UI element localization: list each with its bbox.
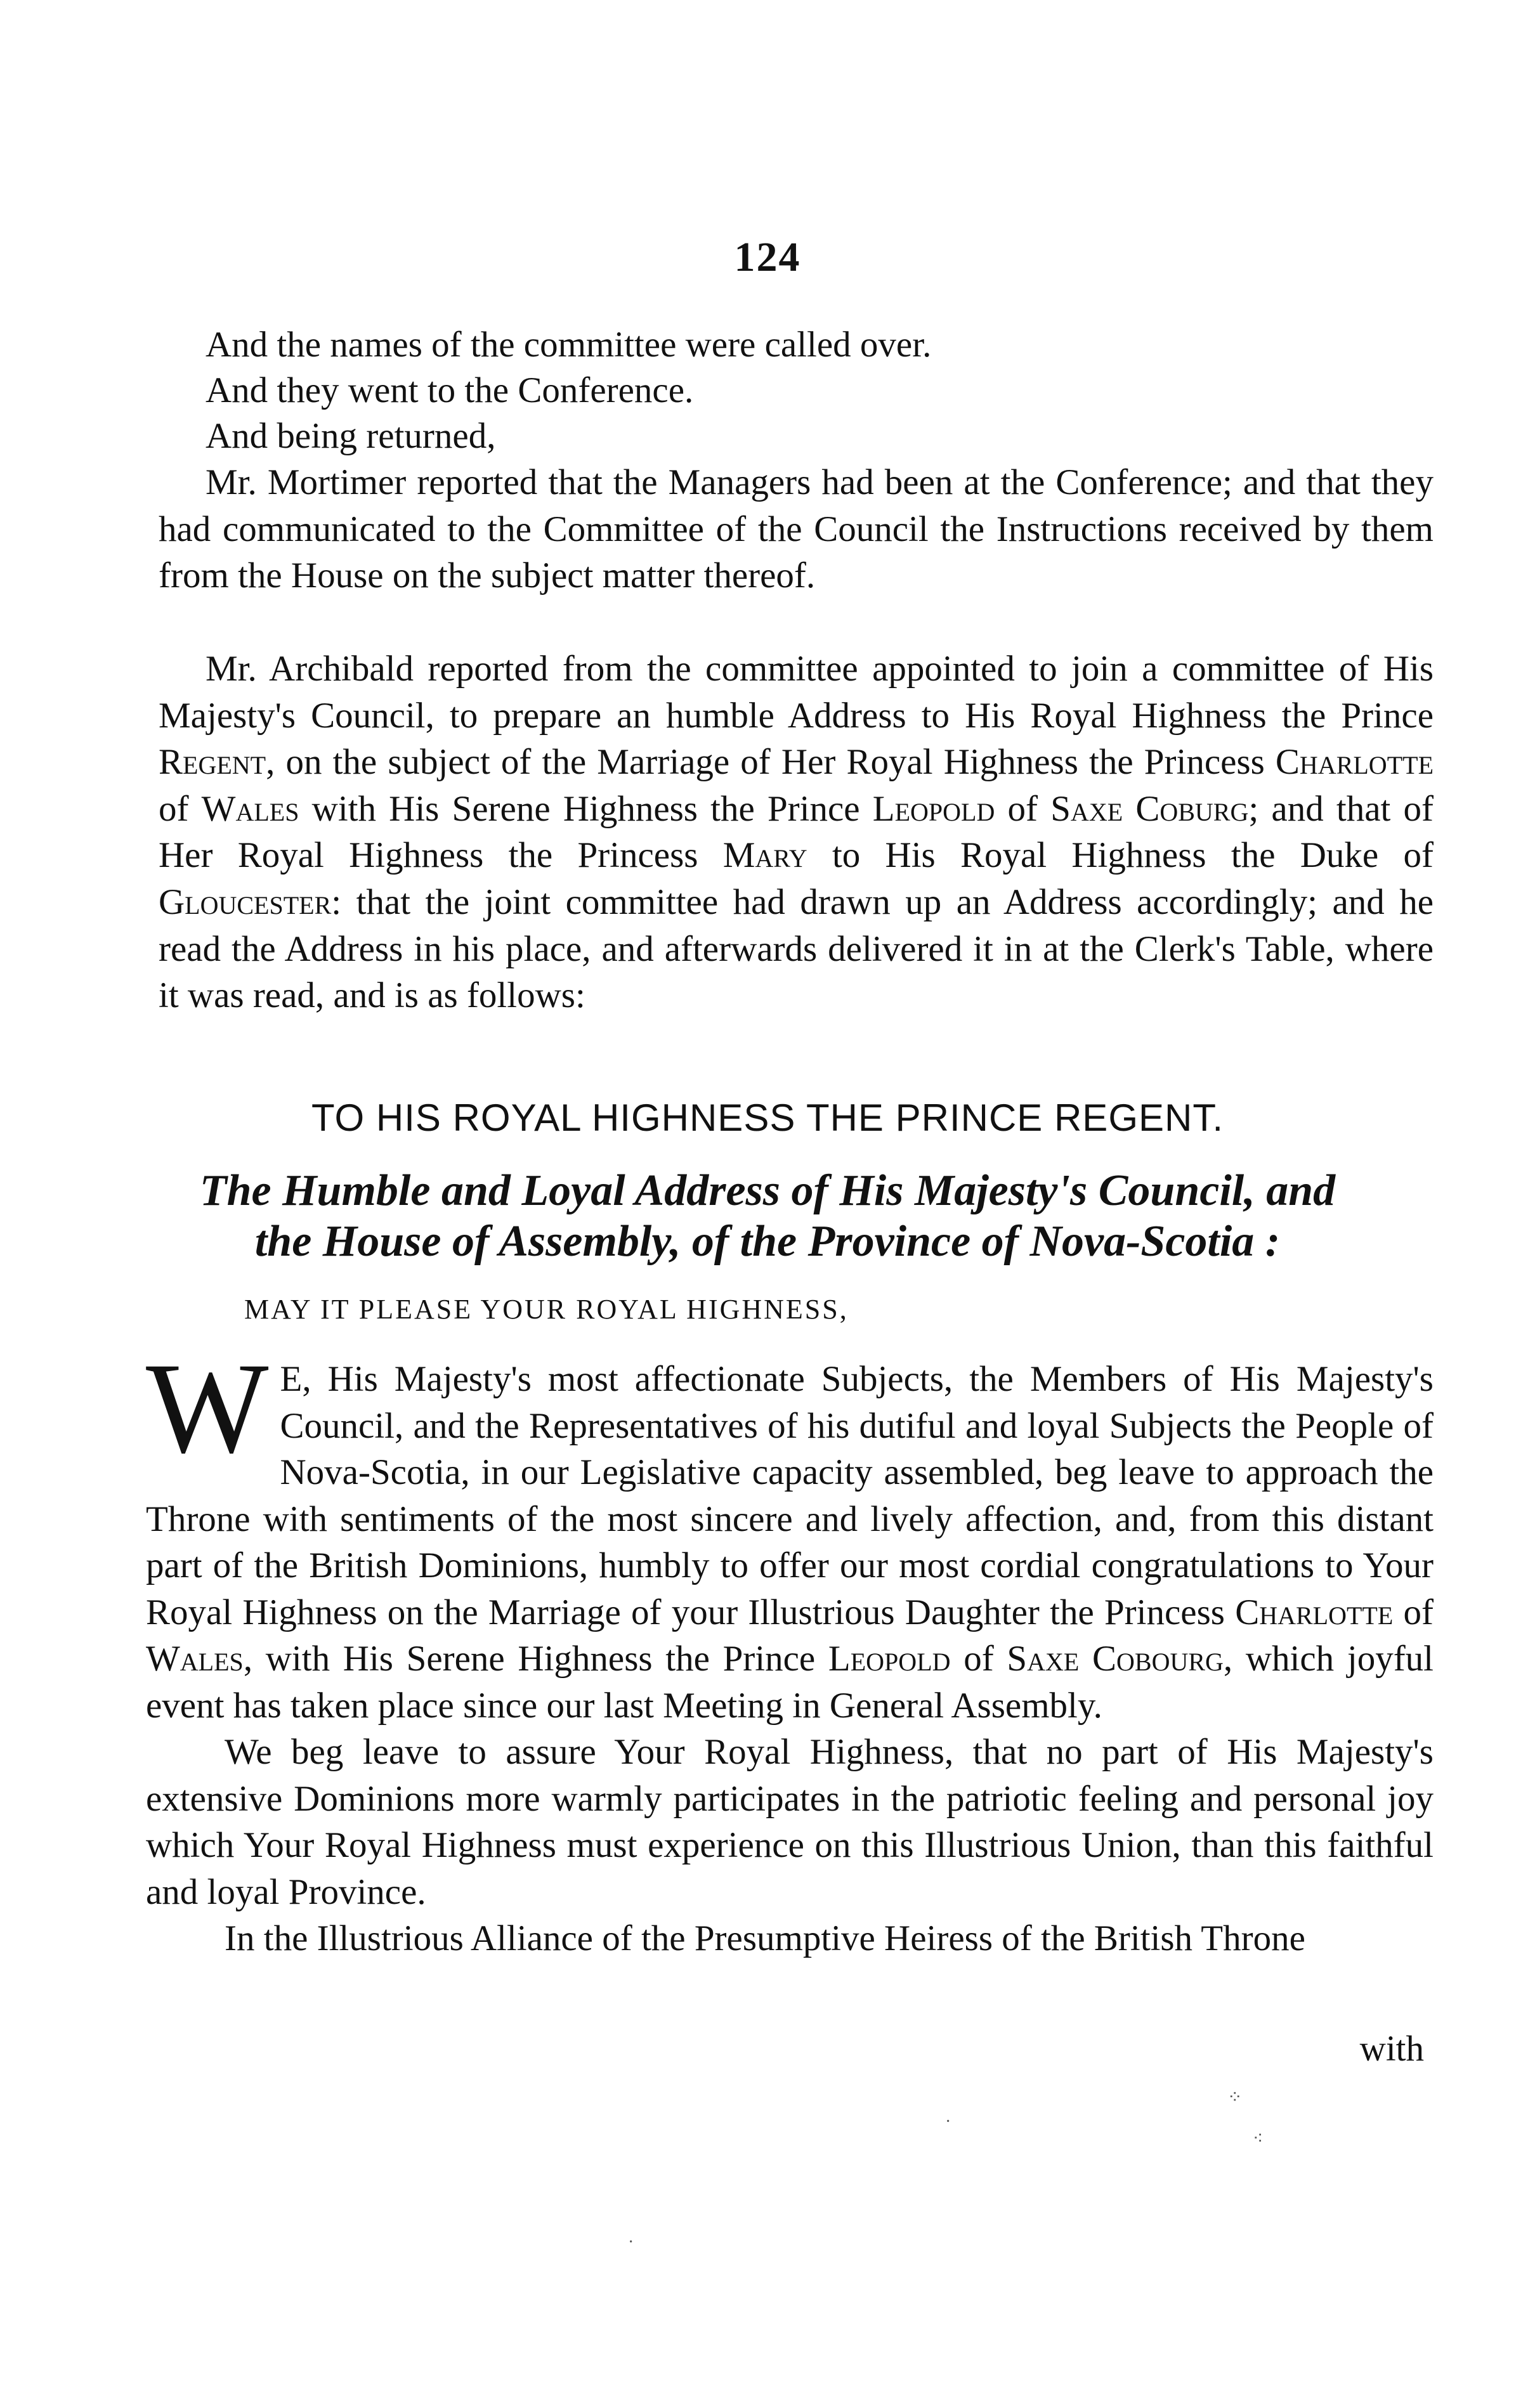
mortimer-text: Mr. Mortimer reported that the Managers had been at the Conference; and that they had communicated to the Committee of the Council the Instructions received by them from the House on the subject matter thereof.: [159, 462, 1434, 596]
name-charlotte: Charlotte: [1275, 742, 1434, 783]
address-paragraph-1: W E, His Majesty's most affectionate Subjects, the Members of His Majesty's Council, and the Representatives of his dutiful and loyal Subjects the People of Nova-Scotia, in our Legislative capacity assembled, beg leave to approach the Throne with sentiments of the most sincere and lively affection, and, from this distant part of the British Dominions, humbly to offer our most cordial congratulations to Your Royal Highness on the Marriage of your Illustrious Daughter the Princess Charlotte of Wales, with His Serene Highness the Prince Leopold of Saxe Cobourg, which joyful event has taken place since our last Meeting in General Assembly.: [146, 1336, 1434, 1726]
name-mary: Mary: [722, 835, 807, 876]
address-title-line-2: the House of Assembly, of the Province of Nova-Scotia :: [254, 1217, 1281, 1266]
print-speck: ·: [945, 2112, 951, 2131]
catchword: with: [1359, 2029, 1424, 2069]
page-number: 124: [734, 234, 801, 280]
print-speck: ⁘: [1227, 2088, 1243, 2107]
opening-line-2: And they went to the Conference.: [206, 370, 694, 410]
name-regent: Regent: [159, 742, 266, 783]
name-wales: Wales: [201, 788, 299, 829]
salutation: MAY IT PLEASE YOUR ROYAL HIGHNESS,: [244, 1294, 849, 1325]
address-title-line-1: The Humble and Loyal Address of His Majesty's Council, and: [199, 1166, 1336, 1215]
print-speck: ⁖: [1253, 2129, 1264, 2149]
archibald-paragraph: [159, 646, 1434, 1019]
drop-cap: W: [146, 1336, 269, 1480]
print-speck: ·: [628, 2232, 634, 2252]
name-gloucester: Gloucester: [159, 882, 332, 922]
address-heading: TO HIS ROYAL HIGHNESS THE PRINCE REGENT.: [311, 1097, 1224, 1139]
address-title: [0, 1166, 1535, 1267]
opening-line-1: And the names of the committee were called over.: [206, 325, 932, 365]
name-saxe-coburg: Saxe Coburg: [1050, 788, 1249, 829]
mortimer-paragraph: [159, 459, 1434, 599]
address-paragraph-2: We beg leave to assure Your Royal Highness, that no part of His Majesty's extensive Dominions more warmly participates in the patriotic feeling and personal joy which Your Royal Highness must experience on this Illustrious Union, than this faithful and loyal Province.: [146, 1732, 1434, 1912]
address-body: [146, 1336, 1434, 1962]
name-leopold: Leopold: [872, 788, 995, 829]
archibald-text: Mr. Archibald reported from the committee appointed to join a committee of His Majesty's Council, to prepare an humble Address to His Royal Highness the Prince Regent, on the subject of the Marriage of Her Royal Highness the Princess Charlotte of Wales with His Serene Highness the Prince Leopold of Saxe Coburg; and that of Her Royal Highness the Princess Mary to His Royal Highness the Duke of Gloucester: that the joint committee had drawn up an Address accordingly; and he read the Address in his place, and afterwards delivered it in at the Clerk's Table, where it was read, and is as follows:: [159, 649, 1434, 1016]
opening-line-3: And being returned,: [206, 416, 496, 456]
address-paragraph-3: In the Illustrious Alliance of the Presumptive Heiress of the British Throne: [225, 1918, 1305, 1958]
